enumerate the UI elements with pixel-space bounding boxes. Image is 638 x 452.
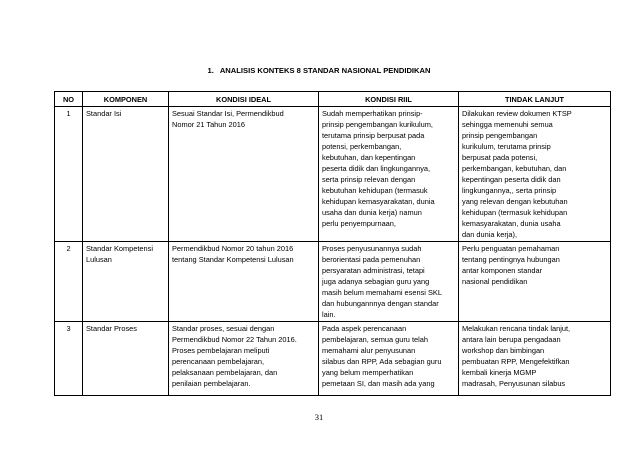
cell-line: kehidupan (termasuk kehidupan xyxy=(462,208,568,217)
cell-line: berorientasi pada pemenuhan xyxy=(322,255,421,264)
table-row xyxy=(55,107,611,242)
cell-line: Nomor 21 Tahun 2016 xyxy=(172,120,245,129)
cell-line: prinsip pengembangan xyxy=(462,131,538,140)
cell-line: peserta didik dan lingkungannya, xyxy=(322,164,431,173)
cell-line: persyaratan administrasi, tetapi xyxy=(322,266,425,275)
cell-line: Melakukan rencana tindak lanjut, xyxy=(462,324,571,333)
cell-kondisi-riil xyxy=(319,322,459,396)
cell-kondisi-ideal xyxy=(169,322,319,396)
cell-line: lingkungannya,, serta prinsip xyxy=(462,186,557,195)
cell-line: juga adanya sebagian guru yang xyxy=(322,277,430,286)
cell-line: serta prinsip relevan dengan xyxy=(322,175,416,184)
cell-line: antar komponen standar xyxy=(462,266,543,275)
header-komponen: KOMPONEN xyxy=(83,92,169,107)
cell-tindak-lanjut xyxy=(459,107,611,242)
cell-line: masih belum memahami esensi SKL xyxy=(322,288,442,297)
cell-komponen xyxy=(83,242,169,322)
cell-kondisi-riil xyxy=(319,242,459,322)
cell-line: pembelajaran, semua guru telah xyxy=(322,335,428,344)
cell-line: Proses pembelajaran meliputi xyxy=(172,346,270,355)
cell-text: 3 xyxy=(66,324,71,333)
cell-line: Permendikbud Nomor 22 Tahun 2016. xyxy=(172,335,297,344)
table-header-row xyxy=(55,92,611,107)
header-tindak-lanjut: TINDAK LANJUT xyxy=(459,92,611,107)
cell-line: silabus dan RPP, Ada sebagian guru xyxy=(322,357,442,366)
header-no: NO xyxy=(55,92,83,107)
header-kondisi-ideal: KONDISI IDEAL xyxy=(169,92,319,107)
cell-line: usaha dan dunia kerja) namun xyxy=(322,208,422,217)
cell-line: berpusat pada potensi, xyxy=(462,153,538,162)
cell-line: prinsip pengembangan kurikulum, xyxy=(322,120,433,129)
cell-line: antara lain berupa pengadaan xyxy=(462,335,561,344)
cell-tindak-lanjut xyxy=(459,242,611,322)
cell-line: yang relevan dengan kebutuhan xyxy=(462,197,568,206)
cell-line: kurikulum, terutama prinsip xyxy=(462,142,551,151)
cell-text: 1 xyxy=(66,109,71,118)
cell-line: sehingga memenuhi semua xyxy=(462,120,553,129)
cell-line: terutama prinsip berpusat pada xyxy=(322,131,425,140)
section-title xyxy=(0,66,638,75)
cell-no xyxy=(55,322,83,396)
cell-text: 2 xyxy=(66,244,71,253)
cell-line: Proses penyusunannya sudah xyxy=(322,244,422,253)
cell-line: memahami alur penyusunan xyxy=(322,346,416,355)
cell-line: dan dunia kerja), xyxy=(462,230,518,239)
table-row xyxy=(55,322,611,396)
table-row xyxy=(55,242,611,322)
cell-line: kebutuhan kehidupan (termasuk xyxy=(322,186,428,195)
cell-line: lain. xyxy=(322,310,336,319)
cell-line: kepentingan peserta didik dan xyxy=(462,175,561,184)
page-number: 31 xyxy=(314,412,324,422)
cell-line: Sudah memperhatikan prinsip- xyxy=(322,109,423,118)
cell-text: Standar Proses xyxy=(86,324,137,333)
cell-line: kebutuhan, dan kepentingan xyxy=(322,153,416,162)
cell-line: workshop dan bimbingan xyxy=(462,346,545,355)
cell-line: dan hubungannnya dengan standar xyxy=(322,299,439,308)
cell-kondisi-ideal xyxy=(169,242,319,322)
cell-line: perlu penyempurnaan, xyxy=(322,219,396,228)
cell-line: tentang Standar Kompetensi Lulusan xyxy=(172,255,294,264)
cell-line: kembali kinerja MGMP xyxy=(462,368,537,377)
cell-line: Permendikbud Nomor 20 tahun 2016 xyxy=(172,244,294,253)
section-number: 1. xyxy=(207,66,214,75)
cell-line: madrasah, Penyusunan silabus xyxy=(462,379,566,388)
cell-line: nasional pendidikan xyxy=(462,277,528,286)
cell-line: kehidupan kemasyarakatan, dunia xyxy=(322,197,435,206)
cell-komponen xyxy=(83,107,169,242)
cell-line: Lulusan xyxy=(86,255,112,264)
section-title-text: ANALISIS KONTEKS 8 STANDAR NASIONAL PENDIDIKAN xyxy=(219,66,431,75)
cell-line: penilaian pembelajaran. xyxy=(172,379,251,388)
cell-line: pembuatan RPP, Mengefektifkan xyxy=(462,357,570,366)
cell-line: Perlu penguatan pemahaman xyxy=(462,244,560,253)
cell-no xyxy=(55,242,83,322)
cell-line: kemasyarakatan, dunia usaha xyxy=(462,219,561,228)
analysis-table xyxy=(54,91,611,396)
cell-line: Pada aspek perencanaan xyxy=(322,324,407,333)
cell-kondisi-riil xyxy=(319,107,459,242)
cell-line: Standar Kompetensi xyxy=(86,244,153,253)
cell-line: perencanaan pembelajaran, xyxy=(172,357,265,366)
cell-no xyxy=(55,107,83,242)
header-kondisi-riil: KONDISI RIIL xyxy=(319,92,459,107)
cell-komponen xyxy=(83,322,169,396)
cell-line: pelaksanaan pembelajaran, dan xyxy=(172,368,278,377)
cell-text: Standar Isi xyxy=(86,109,122,118)
cell-line: Dilakukan review dokumen KTSP xyxy=(462,109,572,118)
cell-line: Sesuai Standar Isi, Permendikbud xyxy=(172,109,284,118)
cell-line: Standar proses, sesuai dengan xyxy=(172,324,275,333)
cell-line: pemetaan SI, dan masih ada yang xyxy=(322,379,435,388)
cell-kondisi-ideal xyxy=(169,107,319,242)
cell-line: perkembangan, kebutuhan, dan xyxy=(462,164,567,173)
cell-line: tentang pentingnya hubungan xyxy=(462,255,560,264)
cell-line: potensi, perkembangan, xyxy=(322,142,402,151)
cell-line: yang belum memperhatikan xyxy=(322,368,414,377)
cell-tindak-lanjut xyxy=(459,322,611,396)
